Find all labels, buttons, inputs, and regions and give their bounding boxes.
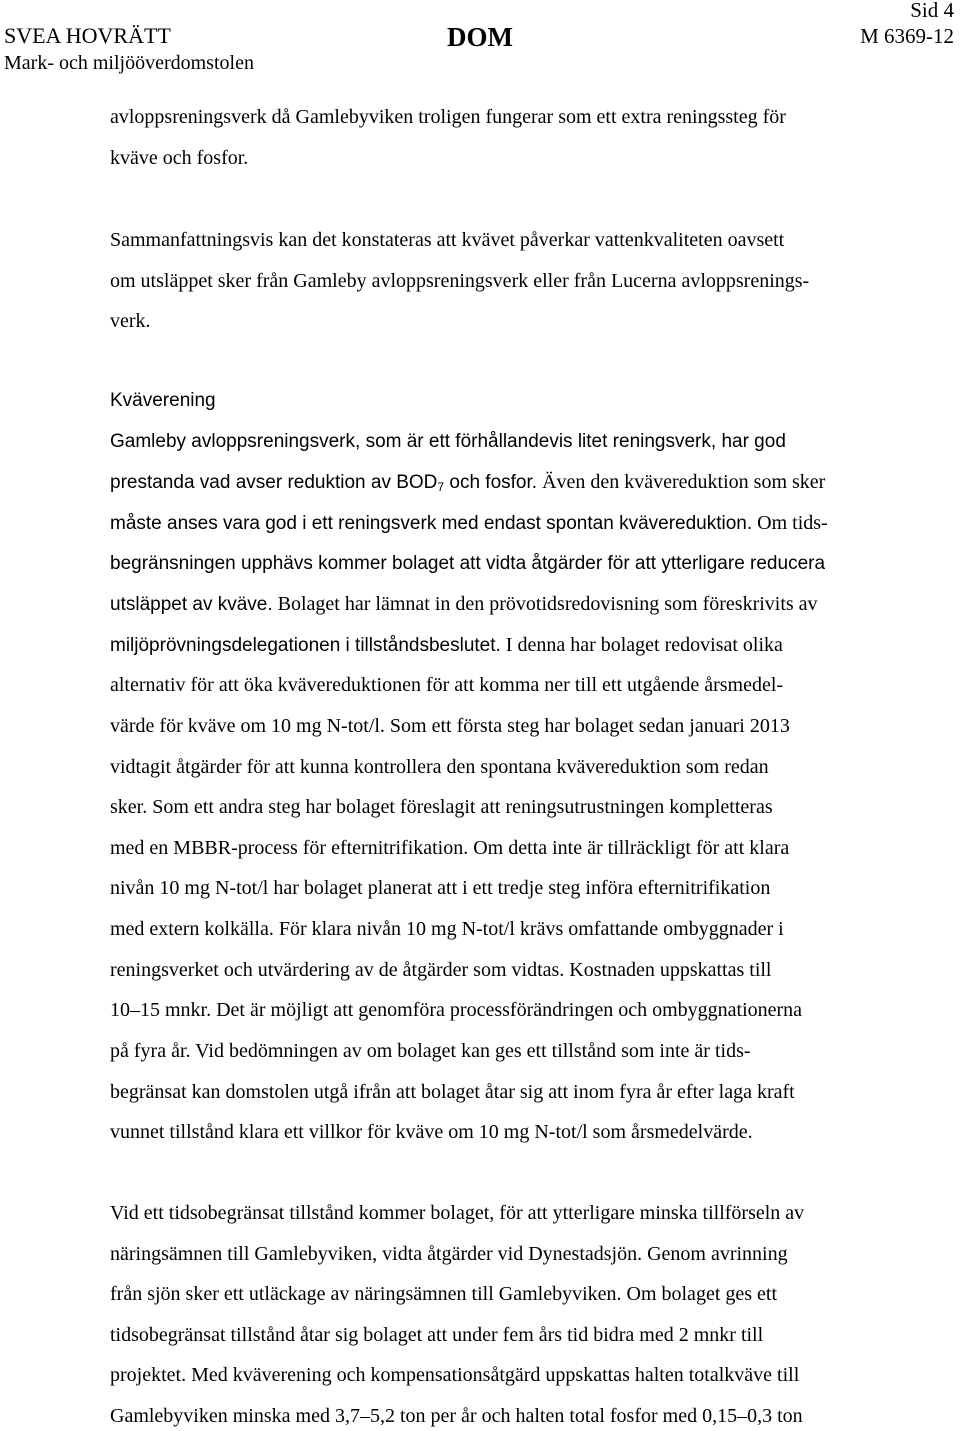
text-segment: I denna har bolaget redovisat olika xyxy=(500,634,783,656)
text-segment: prestanda vad avser reduktion av xyxy=(110,472,397,493)
text-line: sker. Som ett andra steg har bolaget föreslagit att reningsutrustningen kompletteras xyxy=(110,796,773,818)
text-line: vunnet tillstånd klara ett villkor för kväve om 10 mg N-tot/l som årsmedelvärde. xyxy=(110,1121,753,1143)
text-line: med extern kolkälla. För klara nivån 10 mg N-tot/l krävs omfattande ombyggnader i xyxy=(110,918,784,940)
text-line: Gamlebyviken minska med 3,7–5,2 ton per år och halten total fosfor med 0,15–0,3 ton xyxy=(110,1405,803,1427)
text-line: näringsämnen till Gamlebyviken, vidta åtgärder vid Dynestadsjön. Genom avrinning xyxy=(110,1243,788,1265)
text-line xyxy=(110,472,825,493)
text-segment: och fosfor. xyxy=(444,472,538,493)
text-segment: miljöprövningsdelegationen i tillståndsbeslutet. xyxy=(110,635,501,656)
text-line: verk. xyxy=(110,310,151,332)
text-line: vidtagit åtgärder för att kunna kontrollera den spontana kvävereduktion som redan xyxy=(110,756,769,778)
text-line: kväve och fosfor. xyxy=(110,147,249,169)
text-line: värde för kväve om 10 mg N-tot/l. Som ett första steg har bolaget sedan januari 2013 xyxy=(110,715,790,737)
text-line xyxy=(110,594,818,614)
text-segment: Om tids- xyxy=(752,512,828,534)
text-line xyxy=(110,635,783,655)
text-line: tidsobegränsat tillstånd åtar sig bolaget att under fem års tid bidra med 2 mnkr till xyxy=(110,1324,764,1346)
text-line: begränsningen upphävs kommer bolaget att vidta åtgärder för att ytterligare reducera xyxy=(110,553,826,574)
text-segment: utsläppet av kväve. xyxy=(110,594,273,615)
text-line: projektet. Med kväverening och kompensationsåtgärd uppskattas halten totalkväve till xyxy=(110,1364,800,1386)
text-segment: Bolaget har lämnat in den prövotidsredovisning som föreskrivits av xyxy=(272,593,818,615)
court-division: Mark- och miljööverdomstolen xyxy=(4,52,254,74)
text-line: alternativ för att öka kvävereduktionen för att komma ner till ett utgående årsmedel- xyxy=(110,674,784,696)
text-line: från sjön sker ett utläckage av näringsämnen till Gamlebyviken. Om bolaget ges ett xyxy=(110,1283,778,1305)
court-name: SVEA HOVRÄTT xyxy=(4,23,171,48)
text-segment: måste anses vara god i ett reningsverk med endast spontan kvävereduktion. xyxy=(110,513,753,534)
section-heading: Kväverening xyxy=(110,390,216,411)
text-line: Sammanfattningsvis kan det konstateras att kvävet påverkar vattenkvaliteten oavsett xyxy=(110,229,785,251)
document-type: DOM xyxy=(447,22,513,52)
text-line: avloppsreningsverk då Gamlebyviken troligen fungerar som ett extra reningssteg för xyxy=(110,106,786,128)
text-segment: Även den kvävereduktion som sker xyxy=(537,471,826,493)
text-line: begränsat kan domstolen utgå ifrån att bolaget åtar sig att inom fyra år efter laga kraft xyxy=(110,1081,795,1103)
case-number: M 6369-12 xyxy=(860,24,954,48)
text-line: med en MBBR-process för efternitrifikation. Om detta inte är tillräckligt för att klara xyxy=(110,837,790,859)
text-line: 10–15 mnkr. Det är möjligt att genomföra processförändringen och ombyggnationerna xyxy=(110,999,803,1021)
text-line: Gamleby avloppsreningsverk, som är ett förhållandevis litet reningsverk, har god xyxy=(110,431,786,452)
text-line xyxy=(110,513,828,533)
text-line: Vid ett tidsobegränsat tillstånd kommer bolaget, för att ytterligare minska tillförseln av xyxy=(110,1202,805,1224)
text-line: om utsläppet sker från Gamleby avloppsreningsverk eller från Lucerna avloppsrenings- xyxy=(110,270,810,292)
text-line: på fyra år. Vid bedömningen av om bolaget kan ges ett tillstånd som inte är tids- xyxy=(110,1040,751,1062)
bod-subscript: 7 xyxy=(437,480,445,494)
page-number: Sid 4 xyxy=(910,0,954,22)
text-line: reningsverket och utvärdering av de åtgärder som vidtas. Kostnaden uppskattas till xyxy=(110,959,772,981)
text-line: nivån 10 mg N-tot/l har bolaget planerat att i ett tredje steg införa efternitrifikation xyxy=(110,877,771,899)
bod-label: BOD xyxy=(396,472,438,493)
